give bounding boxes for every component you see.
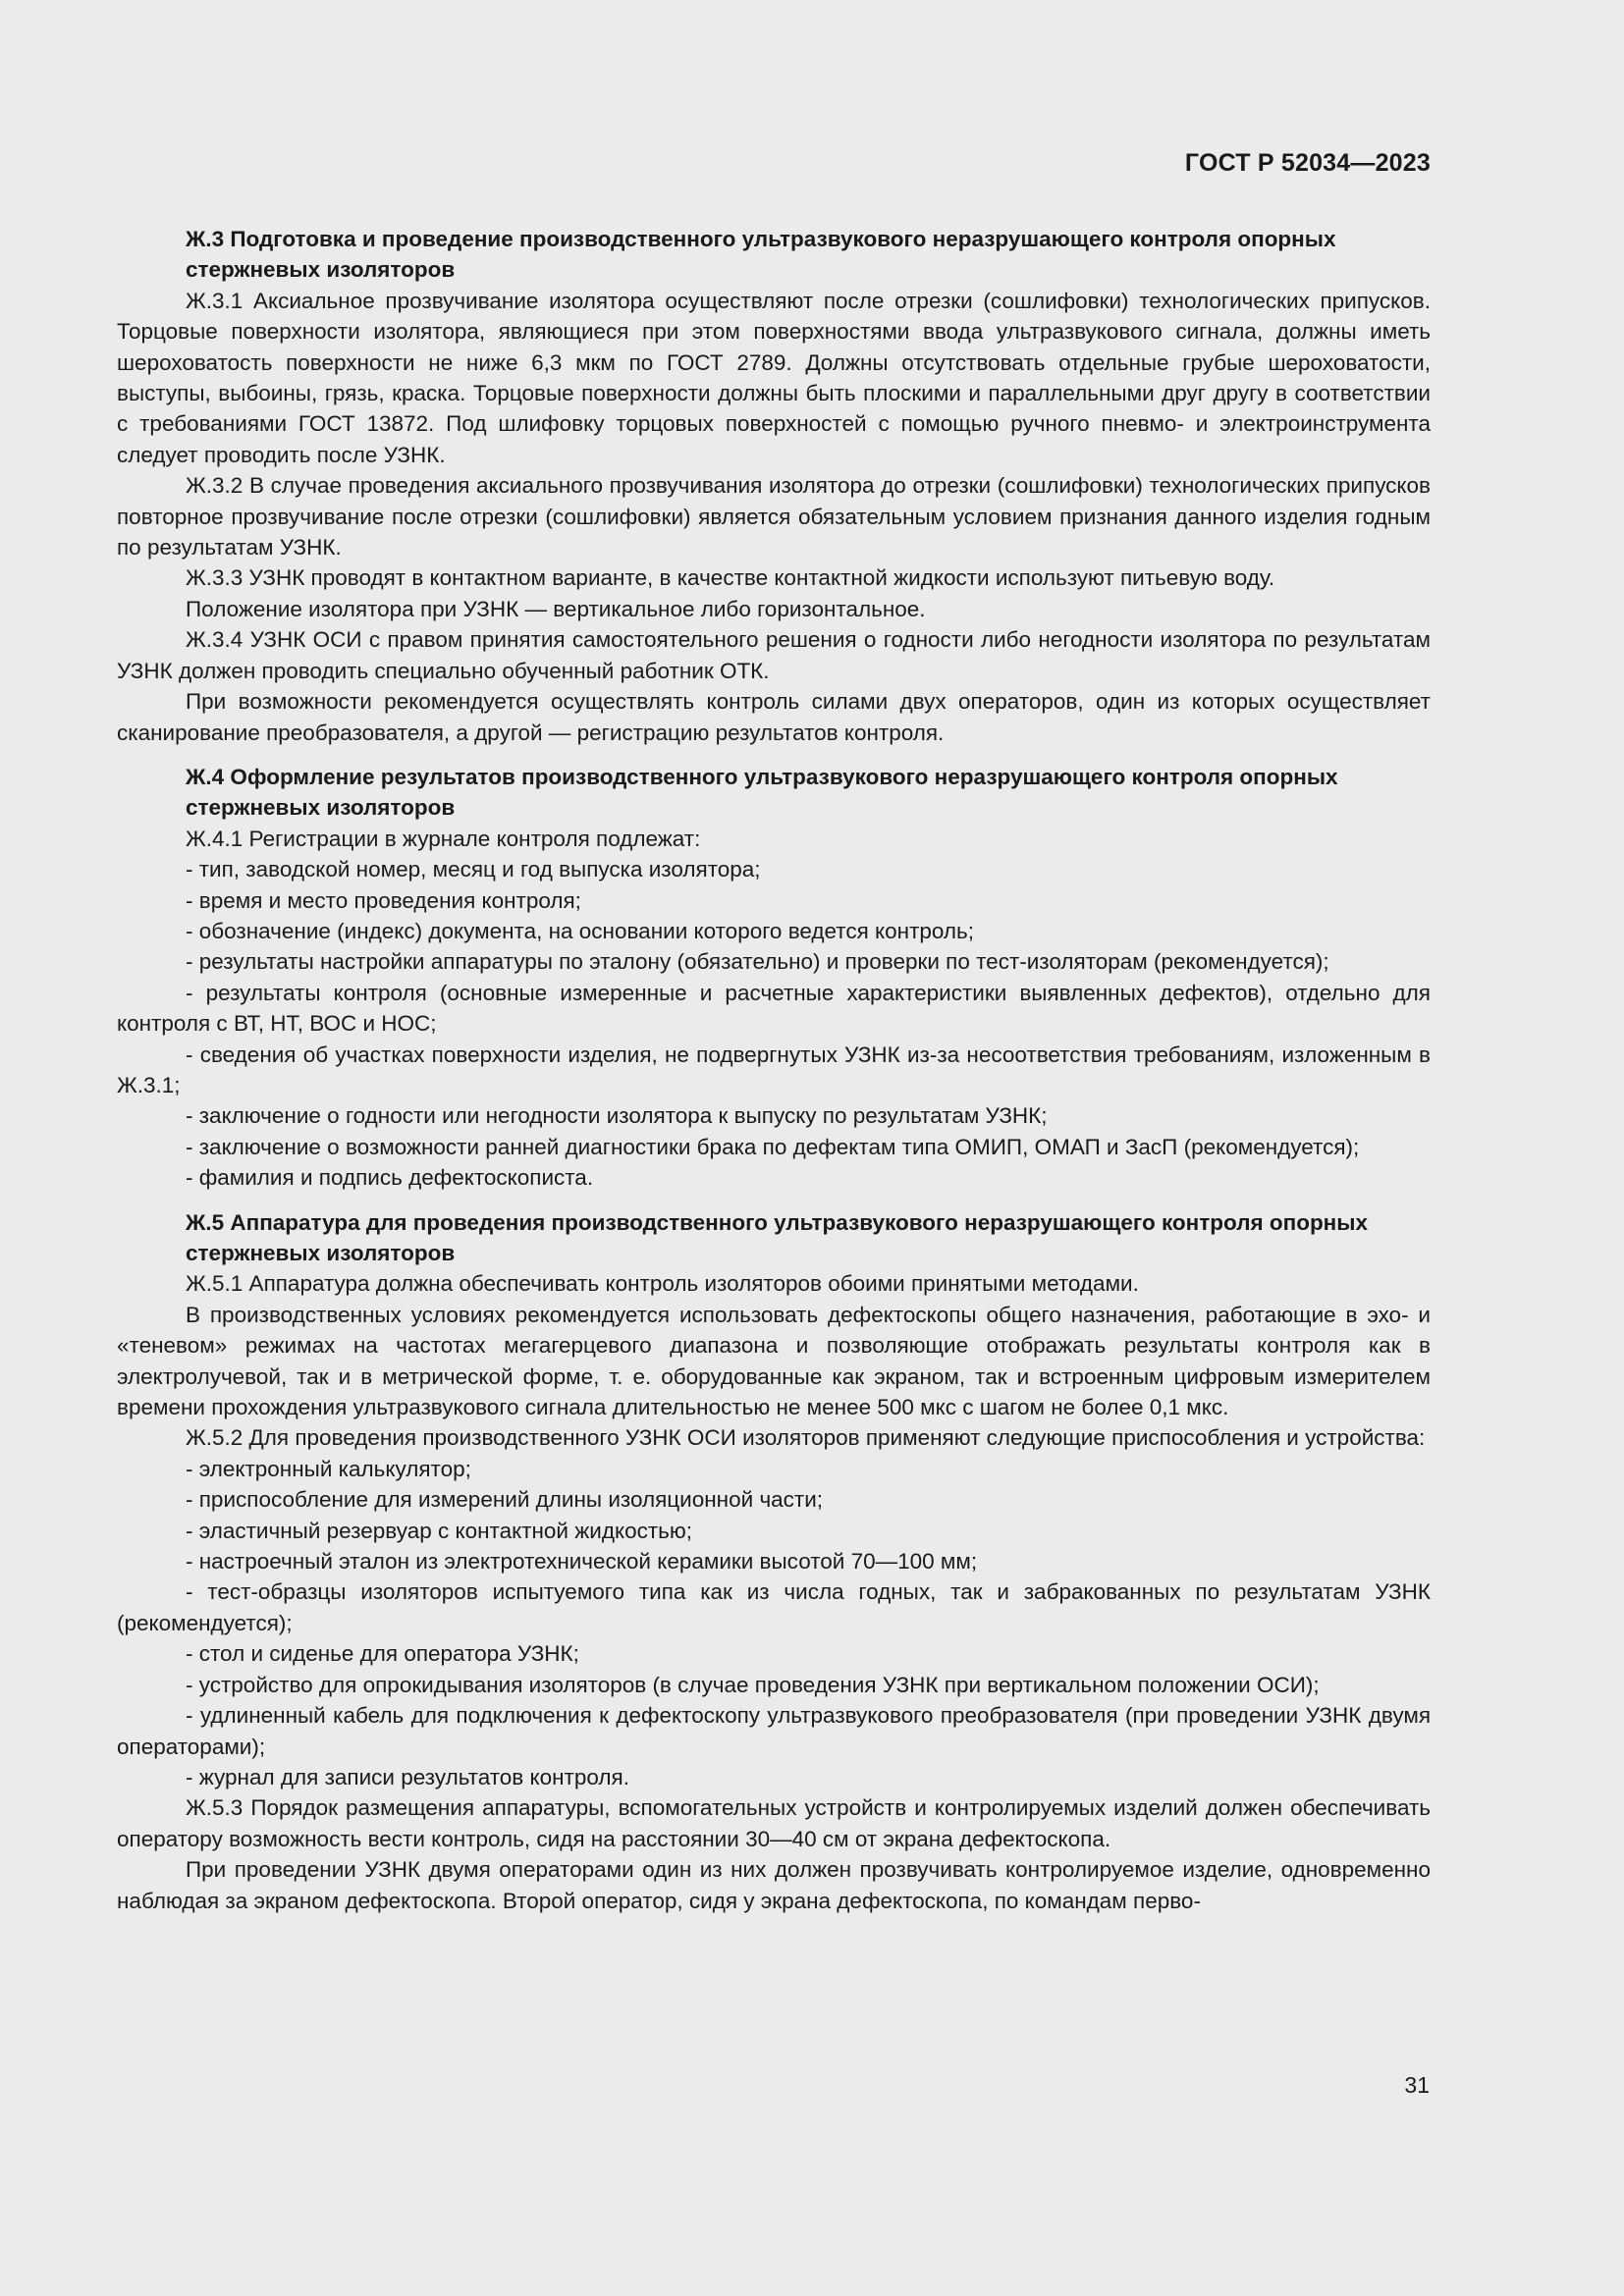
section-heading-zh3: Ж.3 Подготовка и проведение производственного ультразвукового неразрушающего контроля опорных стержневых изоляторов (186, 227, 1336, 283)
paragraph: Положение изолятора при УЗНК — вертикальное либо горизонтальное. (186, 596, 926, 621)
list-item: - фамилия и подпись дефектоскописта. (186, 1165, 594, 1191)
paragraph: Ж.3.1 Аксиальное прозвучивание изолятора осуществляют после отрезки (сошлифовки) технологических припусков. Торцовые поверхности изолятора, являющиеся при этом поверхностями ввода ультразвукового сигнала, должны иметь шероховатость поверхности не ниже 6,3 мкм по ГОСТ 2789. Должны отсутствовать отдельные грубые шероховатости, выступы, выбоины, грязь, краска. Торцовые поверхности должны быть плоскими и параллельными друг другу в соответствии с требованиями ГОСТ 13872. Под шлифовку торцовых поверхностей с помощью ручного пневмо- и электроинструмента следует проводить после УЗНК. (117, 288, 1431, 467)
list-item: - журнал для записи результатов контроля. (186, 1764, 629, 1789)
document-id-header: ГОСТ Р 52034—2023 (1184, 149, 1431, 177)
paragraph: Ж.3.2 В случае проведения аксиального прозвучивания изолятора до отрезки (сошлифовки) технологических припусков повторное прозвучивание после отрезки (сошлифовки) является обязательным условием признания данного изделия годным по результатам УЗНК. (117, 473, 1431, 561)
paragraph: Ж.3.4 УЗНК ОСИ с правом принятия самостоятельного решения о годности либо негодности изолятора по результатам УЗНК должен проводить специально обученный работник ОТК. (117, 627, 1431, 683)
list-item: - стол и сиденье для оператора УЗНК; (186, 1641, 579, 1667)
paragraph: Ж.4.1 Регистрации в журнале контроля подлежат: (186, 826, 701, 851)
document-body (117, 224, 1431, 1916)
list-item: - тест-образцы изоляторов испытуемого типа как из числа годных, так и забракованных по результатам УЗНК (рекомендуется); (117, 1579, 1431, 1635)
list-item: - удлиненный кабель для подключения к дефектоскопу ультразвукового преобразователя (при проведении УЗНК двумя операторами); (117, 1703, 1431, 1759)
section-heading-zh4: Ж.4 Оформление результатов производственного ультразвукового неразрушающего контроля опорных стержневых изоляторов (186, 764, 1338, 821)
paragraph: Ж.5.3 Порядок размещения аппаратуры, вспомогательных устройств и контролируемых изделий должен обеспечивать оператору возможность вести контроль, сидя на расстоянии 30—40 см от экрана дефектоскопа. (117, 1795, 1431, 1851)
list-item: - настроечный эталон из электротехнической керамики высотой 70—100 мм; (186, 1549, 978, 1575)
paragraph: Ж.3.3 УЗНК проводят в контактном варианте, в качестве контактной жидкости используют питьевую воду. (186, 565, 1275, 591)
list-item: - приспособление для измерений длины изоляционной части; (186, 1487, 824, 1513)
list-item: - эластичный резервуар с контактной жидкостью; (186, 1518, 693, 1543)
list-item: - результаты настройки аппаратуры по эталону (обязательно) и проверки по тест-изоляторам (рекомендуется); (186, 949, 1329, 975)
list-item: - электронный калькулятор; (186, 1456, 471, 1481)
list-item: - устройство для опрокидывания изоляторов (в случае проведения УЗНК при вертикальном положении ОСИ); (186, 1672, 1320, 1697)
page-number: 31 (1404, 2072, 1430, 2098)
section-heading-zh5: Ж.5 Аппаратура для проведения производственного ультразвукового неразрушающего контроля опорных стержневых изоляторов (186, 1209, 1369, 1265)
paragraph: В производственных условиях рекомендуется использовать дефектоскопы общего назначения, работающие в эхо- и «теневом» режимах на частотах мегагерцевого диапазона и позволяющие отображать результаты контроля как в электролучевой, так и в метрической форме, т. е. оборудованные как экраном, так и встроенным цифровым измерителем времени прохождения ультразвукового сигнала длительностью не менее 500 мкс с шагом не более 0,1 мкс. (117, 1302, 1431, 1420)
list-item: - результаты контроля (основные измеренные и расчетные характеристики выявленных дефектов), отдельно для контроля с ВТ, НТ, ВОС и НОС; (117, 980, 1431, 1037)
list-item: - заключение о возможности ранней диагностики брака по дефектам типа ОМИП, ОМАП и ЗасП (рекомендуется); (186, 1134, 1360, 1159)
paragraph: При возможности рекомендуется осуществлять контроль силами двух операторов, один из которых осуществляет сканирование преобразователя, а другой — регистрацию результатов контроля. (117, 689, 1431, 745)
paragraph: При проведении УЗНК двумя операторами один из них должен прозвучивать контролируемое изделие, одновременно наблюдая за экраном дефектоскопа. Второй оператор, сидя у экрана дефектоскопа, по командам перво- (117, 1857, 1431, 1913)
list-item: - тип, заводской номер, месяц и год выпуска изолятора; (186, 857, 761, 882)
paragraph: Ж.5.2 Для проведения производственного УЗНК ОСИ изоляторов применяют следующие приспособления и устройства: (186, 1425, 1426, 1451)
list-item: - обозначение (индекс) документа, на основании которого ведется контроль; (186, 918, 975, 943)
list-item: - сведения об участках поверхности изделия, не подвергнутых УЗНК из-за несоответствия требованиям, изложенным в Ж.3.1; (117, 1041, 1431, 1097)
list-item: - время и место проведения контроля; (186, 887, 581, 913)
paragraph: Ж.5.1 Аппаратура должна обеспечивать контроль изоляторов обоими принятыми методами. (186, 1271, 1139, 1297)
list-item: - заключение о годности или негодности изолятора к выпуску по результатам УЗНК; (186, 1103, 1048, 1129)
